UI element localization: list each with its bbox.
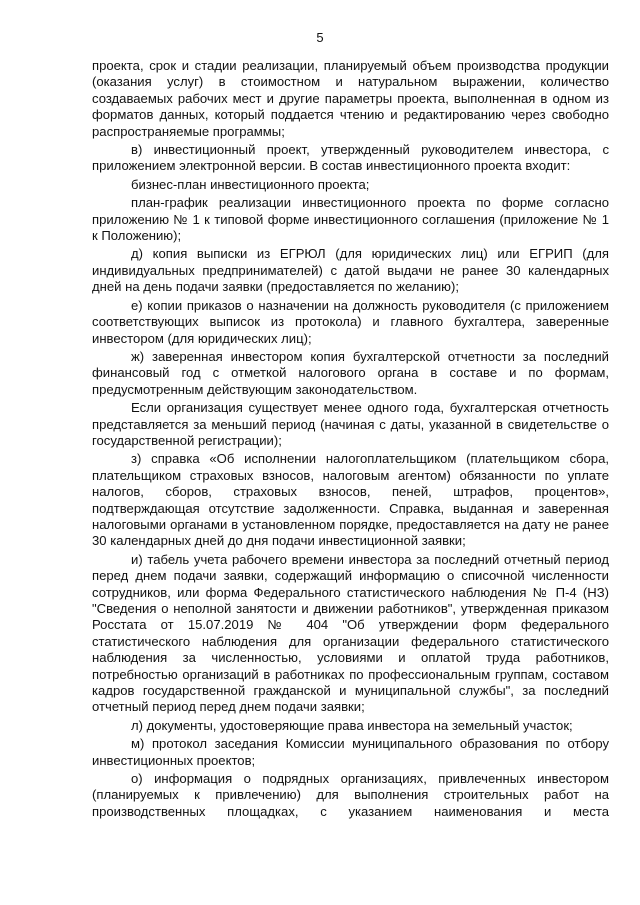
paragraph-business-plan: бизнес-план инвестиционного проекта;: [131, 176, 370, 192]
paragraph-item-v: в) инвестиционный проект, утвержденный руководителем инвестора, с приложением электронной версии. В состав инвестиционного проекта входит:: [92, 142, 609, 174]
paragraph-item-m: м) протокол заседания Комиссии муниципального образования по отбору инвестиционных проектов;: [92, 736, 609, 768]
paragraph-item-z: з) справка «Об исполнении налогоплательщиком (плательщиком сбора, плательщиком страховых взносов, налоговым агентом) обязанности по уплате налогов, сборов, страховых взносов, пеней, штрафов, процентов», подтверждающая отсутствие задолженности. Справка, выданная и заверенная налоговыми органами в установленном порядке, предоставляется на дату не ранее 30 календарных дней до дня подачи инвестиционной заявки;: [92, 451, 609, 549]
paragraph-item-o: о) информация о подрядных организациях, привлеченных инвестором (планируемых к привлечению) для выполнения строительных работ на производственных площадках, с указанием наименования и места: [92, 771, 609, 819]
paragraph-item-l: л) документы, удостоверяющие права инвестора на земельный участок;: [131, 717, 573, 733]
paragraph-item-d: д) копия выписки из ЕГРЮЛ (для юридических лиц) или ЕГРИП (для индивидуальных предпринимателей) с датой выдачи не ранее 30 календарных дней на день подачи заявки (предоставляется по желанию);: [92, 246, 609, 295]
paragraph-continuation: проекта, срок и стадии реализации, планируемый объем производства продукции (оказания услуг) в стоимостном и натуральном выражении, количество создаваемых рабочих мест и другие параметры проекта, выполненная в одном из форматов данных, который поддается чтению и редактированию через свободно распространяемые программы;: [92, 58, 609, 139]
page-number: 5: [316, 30, 324, 45]
paragraph-item-e: е) копии приказов о назначении на должность руководителя (с приложением соответствующих выписок из протокола) и главного бухгалтера, заверенные инвестором (для юридических лиц);: [92, 297, 609, 346]
paragraph-schedule: план-график реализации инвестиционного проекта по форме согласно приложению № 1 к типовой форме инвестиционного соглашения (приложение № 1 к Положению);: [92, 195, 609, 244]
paragraph-short-period: Если организация существует менее одного года, бухгалтерская отчетность представляется за меньший период (начиная с даты, указанной в свидетельстве о государственной регистрации);: [92, 400, 609, 448]
paragraph-item-zh: ж) заверенная инвестором копия бухгалтерской отчетности за последний финансовый год с отметкой налогового органа в составе и по формам, предусмотренным действующим законодательством.: [92, 348, 609, 397]
document-body: [92, 58, 609, 822]
paragraph-item-i: и) табель учета рабочего времени инвестора за последний отчетный период перед днем подачи заявки, содержащий информацию о списочной численности сотрудников, или форма Федерального статистического наблюдения № П-4 (НЗ) "Сведения о неполной занятости и движении работников", утвержденная приказом Росстата от 15.07.2019 № 404 "Об утверждении форм федерального статистического наблюдения для организации федерального статистического наблюдения за численностью, условиями и оплатой труда работников, потребностью организаций в работниках по профессиональным группам, составом кадров государственной гражданской и муниципальной службы", за последний отчетный период перед днем подачи заявки;: [92, 551, 609, 715]
